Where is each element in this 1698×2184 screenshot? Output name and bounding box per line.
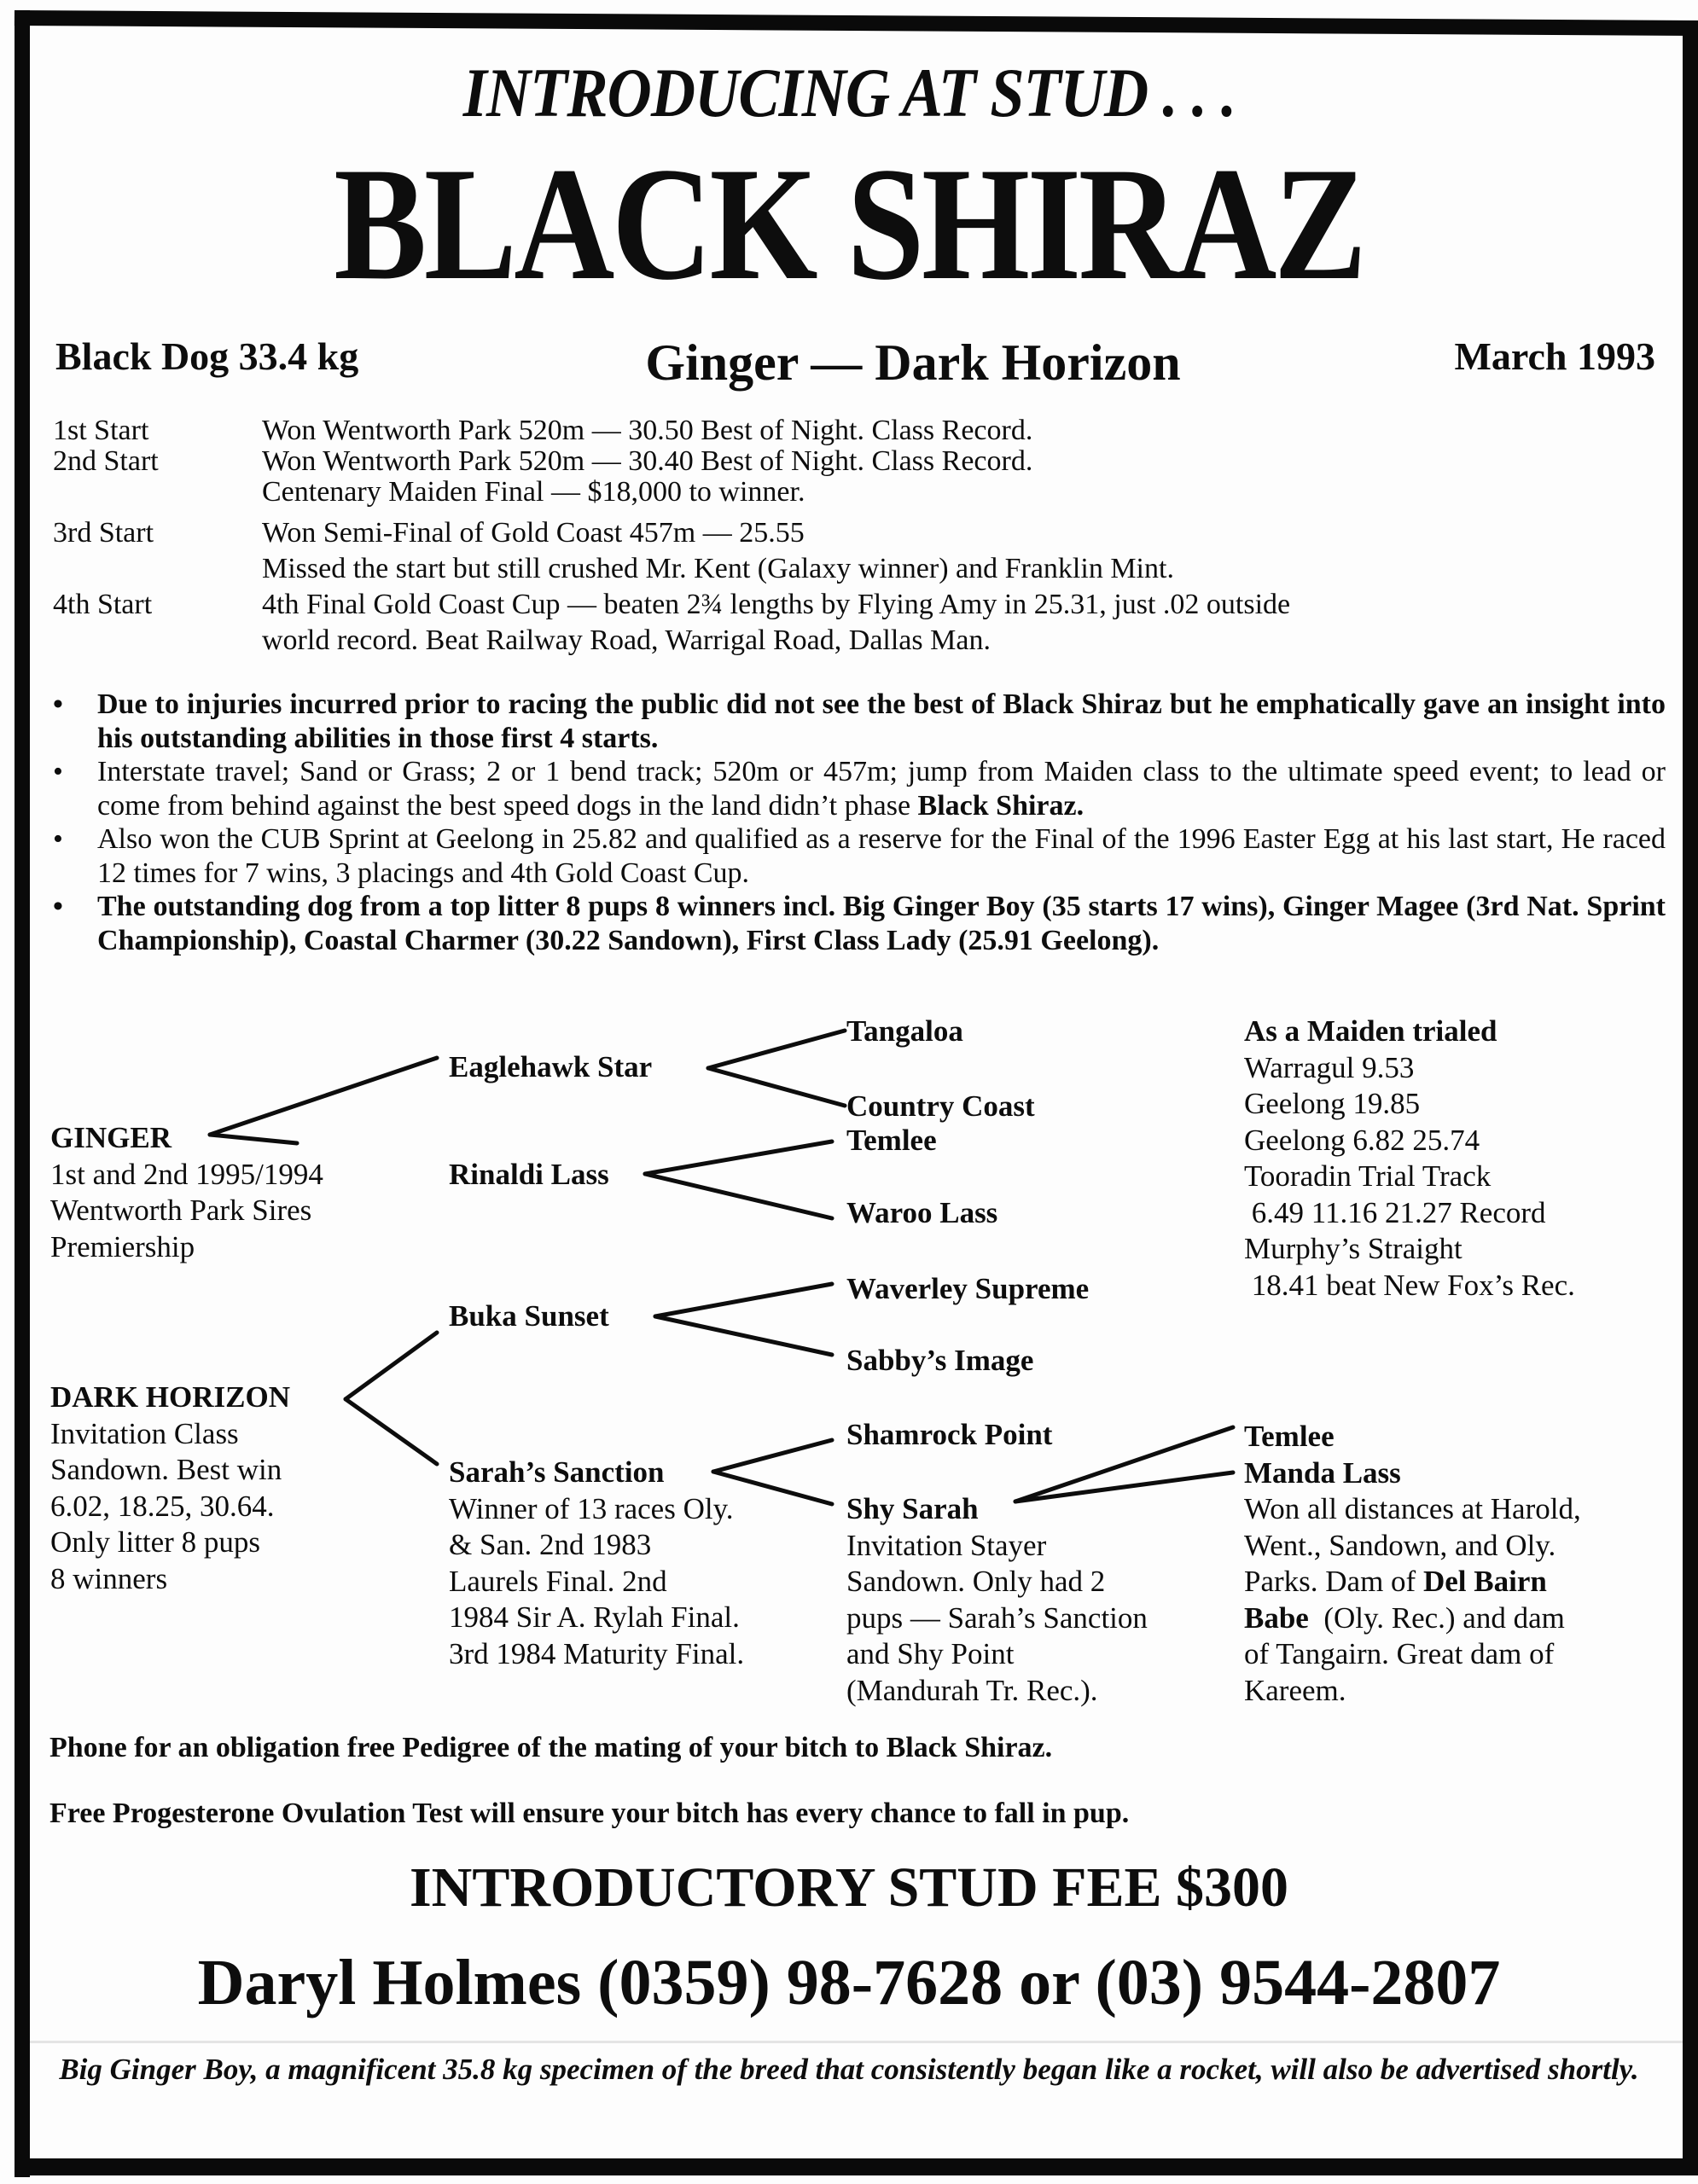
gen3-country-coast: Country Coast: [846, 1089, 1035, 1123]
manda-lass-note: Won all distances at Harold,: [1244, 1492, 1581, 1525]
connector-eaglehawk-tangaloa: [708, 1031, 845, 1068]
gen3-shamrock-point: Shamrock Point: [846, 1418, 1053, 1451]
gen3-temlee: Temlee: [846, 1124, 937, 1157]
sire-block: [50, 1120, 323, 1265]
start-text: Won Wentworth Park 520m — 30.40 Best of Night. Class Record.: [262, 445, 1033, 477]
sire-name: GINGER: [50, 1121, 172, 1154]
note-emphasis: Babe: [1244, 1600, 1309, 1635]
sire-note: Wentworth Park Sires: [50, 1194, 312, 1227]
shy-sarah-note: (Mandurah Tr. Rec.).: [846, 1673, 1098, 1707]
gen3-waroo-lass: Waroo Lass: [846, 1196, 998, 1229]
highlight-text: The outstanding dog from a top litter 8 pups 8 winners incl. Big Ginger Boy (35 starts 17 wins), Ginger Magee (3rd Nat. Sprint Championship), Coastal Charmer (30.22 Sandown), First Class Lady (25.91 Geelong).: [97, 891, 1666, 956]
start-text: Won Wentworth Park 520m — 30.50 Best of Night. Class Record.: [262, 415, 1033, 446]
dam-sire-name: Buka Sunset: [449, 1299, 609, 1333]
highlight-emphasis: Black Shiraz.: [917, 789, 1085, 822]
connector-darkhorizon-buka: [346, 1333, 437, 1399]
trials-heading: As a Maiden trialed: [1244, 1014, 1497, 1048]
highlight-body: Interstate travel; Sand or Grass; 2 or 1 bend track; 520m or 457m; jump from Maiden class to the ultimate speed event; to lead or come from behind against the best speed dogs in the land didn’t phase: [97, 756, 1666, 822]
connector-rinaldi-temlee: [645, 1141, 832, 1174]
contact-line: Daryl Holmes (0359) 98-7628 or (03) 9544-2807: [197, 1947, 1501, 2018]
gen4-temlee: Temlee: [1244, 1420, 1335, 1453]
shy-sarah-note: Sandown. Only had 2: [846, 1565, 1106, 1598]
trial-line: Warragul 9.53: [1244, 1050, 1415, 1084]
gen3-shy-sarah-block: [846, 1491, 1148, 1709]
dam-note: Only litter 8 pups: [50, 1525, 260, 1559]
connector-buka-sabby: [655, 1316, 832, 1355]
bullet-icon: •: [53, 891, 63, 922]
dam-note: 8 winners: [50, 1561, 168, 1595]
note-emphasis: Del Bairn: [1422, 1565, 1547, 1598]
gen3-tangaloa: Tangaloa: [846, 1014, 963, 1048]
dam-dam-block: [449, 1455, 744, 1672]
stud-fee: INTRODUCTORY STUD FEE $300: [410, 1856, 1288, 1919]
start-label: 2nd Start: [53, 445, 159, 477]
gen3-sabbys-image: Sabby’s Image: [846, 1344, 1034, 1377]
highlight-text: Due to injuries incurred prior to racing the public did not see the best of Black Shiraz but he emphatically gave an insight into his outstanding abilities in those first 4 starts.: [97, 688, 1666, 754]
trial-line: Murphy’s Straight: [1244, 1232, 1462, 1265]
manda-lass-note: [1244, 1564, 1581, 1600]
start-label: 4th Start: [53, 589, 153, 620]
dam-dam-note: 1984 Sir A. Rylah Final.: [449, 1600, 740, 1634]
trials-block: [1244, 1014, 1575, 1304]
dam-note: Invitation Class: [50, 1416, 239, 1450]
manda-lass-name: Manda Lass: [1244, 1455, 1401, 1490]
sire-note: 1st and 2nd 1995/1994: [50, 1157, 323, 1191]
shy-sarah-name: Shy Sarah: [846, 1492, 979, 1525]
start-label: 3rd Start: [53, 517, 154, 549]
start-label: 1st Start: [53, 415, 149, 446]
breeding-line: Ginger — Dark Horizon: [645, 334, 1181, 391]
start-text: Won Semi-Final of Gold Coast 457m — 25.55: [262, 517, 805, 549]
sire-dam-name: Rinaldi Lass: [449, 1158, 609, 1191]
dam-note: 6.02, 18.25, 30.64.: [50, 1489, 275, 1523]
trial-line: Geelong 19.85: [1244, 1087, 1421, 1120]
start-text: Centenary Maiden Final — $18,000 to winner.: [262, 476, 805, 508]
manda-lass-note: Went., Sandown, and Oly.: [1244, 1528, 1556, 1562]
trial-line: 6.49 11.16 21.27 Record: [1244, 1195, 1546, 1229]
dam-dam-name: Sarah’s Sanction: [449, 1455, 665, 1489]
title-text: BLACK SHIRAZ: [334, 135, 1364, 314]
dam-dam-note: & San. 2nd 1983: [449, 1528, 652, 1561]
dam-note: Sandown. Best win: [50, 1453, 282, 1486]
dam-block: [50, 1380, 290, 1597]
note-text: (Oly. Rec.) and dam: [1323, 1600, 1565, 1635]
bullet-icon: •: [53, 688, 63, 720]
dam-dam-note: Laurels Final. 2nd: [449, 1564, 667, 1598]
bullet-icon: •: [53, 756, 63, 787]
connector-darkhorizon-sarahs: [346, 1399, 437, 1464]
dog-description: Black Dog 33.4 kg: [55, 334, 359, 378]
start-text: 4th Final Gold Coast Cup — beaten 2¾ lengths by Flying Amy in 25.31, just .02 outside: [262, 589, 1291, 620]
promo-note: Big Ginger Boy, a magnificent 35.8 kg specimen of the breed that consistently began like a rocket, will also be advertised shortly.: [59, 2053, 1639, 2086]
manda-lass-note: of Tangairn. Great dam of: [1244, 1637, 1555, 1670]
shy-sarah-note: and Shy Point: [846, 1637, 1015, 1670]
shy-sarah-note: pups — Sarah’s Sanction: [846, 1600, 1148, 1635]
dam-dam-note: Winner of 13 races Oly.: [449, 1491, 734, 1525]
trial-line: 18.41 beat New Fox’s Rec.: [1244, 1268, 1575, 1302]
gen3-waverley-supreme: Waverley Supreme: [846, 1272, 1090, 1305]
kicker-text: INTRODUCING AT STUD . . .: [462, 54, 1236, 131]
connector-buka-waverley: [655, 1284, 832, 1316]
test-offer: Free Progesterone Ovulation Test will ensure your bitch has every chance to fall in pup.: [49, 1798, 1130, 1829]
manda-lass-note: [1244, 1600, 1581, 1637]
trial-line: Tooradin Trial Track: [1244, 1159, 1492, 1193]
start-text: Missed the start but still crushed Mr. Kent (Galaxy winner) and Franklin Mint.: [262, 553, 1174, 584]
connector-rinaldi-waroo: [645, 1174, 832, 1218]
sire-sire-name: Eaglehawk Star: [449, 1050, 653, 1083]
dam-name: DARK HORIZON: [50, 1380, 290, 1414]
manda-lass-note: Kareem.: [1244, 1673, 1346, 1707]
highlight-text: Also won the CUB Sprint at Geelong in 25.82 and qualified as a reserve for the Final of the 1996 Easter Egg at his last start, He raced 12 times for 7 wins, 3 placings and 4th Gold Coast Cup.: [97, 823, 1666, 889]
trial-line: Geelong 6.82 25.74: [1244, 1123, 1480, 1157]
shy-sarah-note: Invitation Stayer: [846, 1528, 1047, 1562]
pedigree-offer: Phone for an obligation free Pedigree of the mating of your bitch to Black Shiraz.: [49, 1732, 1053, 1763]
gen4-block: [1244, 1419, 1581, 1709]
connector-eaglehawk-countrycoast: [708, 1068, 845, 1106]
note-text: Parks. Dam of: [1244, 1565, 1416, 1598]
date-label: March 1993: [1454, 334, 1655, 378]
bullet-icon: •: [53, 823, 63, 855]
start-text: world record. Beat Railway Road, Warrigal Road, Dallas Man.: [262, 624, 991, 656]
dam-dam-note: 3rd 1984 Maturity Final.: [449, 1636, 745, 1670]
sire-note: Premiership: [50, 1229, 195, 1263]
